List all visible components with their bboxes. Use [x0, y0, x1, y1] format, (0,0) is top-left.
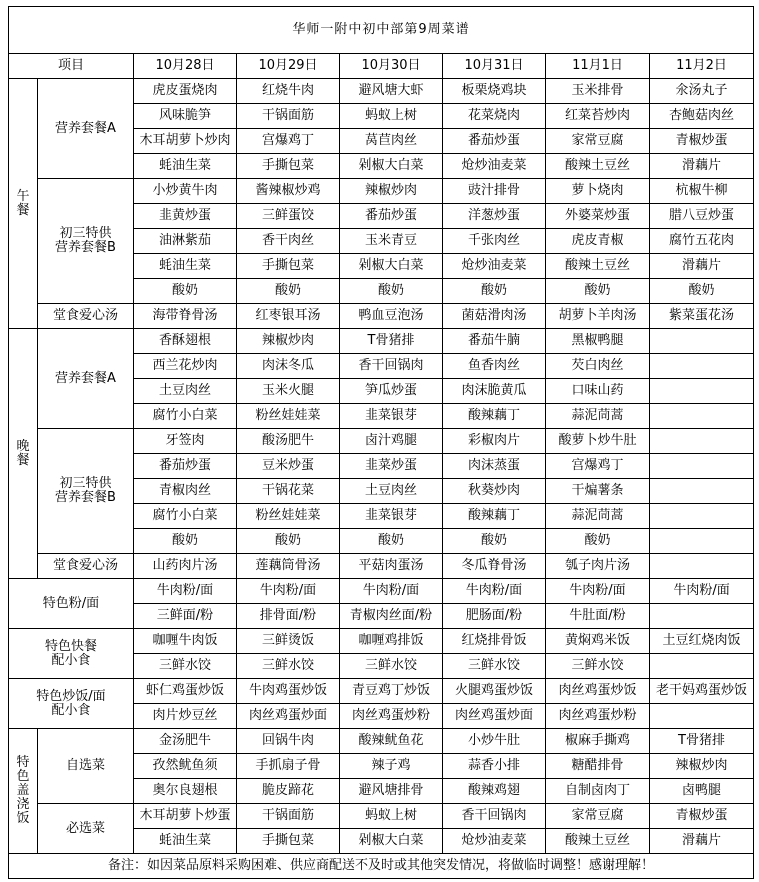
required-dishes-label: 必选菜 [38, 804, 134, 854]
date-header: 10月31日 [443, 54, 546, 79]
menu-cell: 蚝油生菜 [134, 254, 237, 279]
menu-cell: 莲藕筒骨汤 [237, 554, 340, 579]
menu-cell: 平菇肉蛋汤 [340, 554, 443, 579]
menu-cell: 胡萝卜羊肉汤 [546, 304, 650, 329]
menu-cell: 三鲜水饺 [134, 654, 237, 679]
menu-cell: 酸奶 [650, 279, 754, 304]
menu-cell: 番茄炒蛋 [443, 129, 546, 154]
lunch-group-a-label: 营养套餐A [38, 79, 134, 179]
date-header: 10月30日 [340, 54, 443, 79]
menu-cell: 滑藕片 [650, 254, 754, 279]
menu-cell: 干锅面筋 [237, 804, 340, 829]
menu-cell: 肉沫蒸蛋 [443, 454, 546, 479]
menu-cell: 番茄牛腩 [443, 329, 546, 354]
menu-cell: 蚝油生菜 [134, 829, 237, 854]
menu-table [8, 6, 754, 879]
menu-cell: 三鲜水饺 [443, 654, 546, 679]
menu-cell: 土豆肉丝 [340, 479, 443, 504]
menu-cell: 牛肉粉/面 [443, 579, 546, 604]
menu-cell [650, 479, 754, 504]
menu-cell: T骨猪排 [340, 329, 443, 354]
fastfood-label-line1: 特色快餐 [44, 638, 97, 654]
menu-cell: 辣椒炒肉 [650, 754, 754, 779]
menu-cell: 酸辣土豆丝 [546, 154, 650, 179]
menu-cell: 莴苣肉丝 [340, 129, 443, 154]
dinner-group-b-label-line2: 营养套餐B [55, 490, 116, 505]
menu-cell: 虎皮蛋烧肉 [134, 79, 237, 104]
menu-cell: 虎皮青椒 [546, 229, 650, 254]
menu-cell: 花菜烧肉 [443, 104, 546, 129]
fastfood-label [9, 629, 134, 679]
menu-cell: 氽汤丸子 [650, 79, 754, 104]
menu-cell: 番茄炒蛋 [134, 454, 237, 479]
menu-cell: 手撕包菜 [237, 154, 340, 179]
menu-cell: 西兰花炒肉 [134, 354, 237, 379]
dinner-group-a-label: 营养套餐A [38, 329, 134, 429]
date-header: 11月2日 [650, 54, 754, 79]
friedrice-label-line1: 特色炒饭/面 [36, 688, 106, 704]
menu-cell: 三鲜烫饭 [237, 629, 340, 654]
menu-cell: 肉丝鸡蛋炒粉 [340, 704, 443, 729]
menu-cell: 腊八豆炒蛋 [650, 204, 754, 229]
menu-cell: 干煸薯条 [546, 479, 650, 504]
menu-cell: 干锅面筋 [237, 104, 340, 129]
menu-cell: 手撕包菜 [237, 829, 340, 854]
menu-cell: 萝卜烧肉 [546, 179, 650, 204]
menu-cell: 口味山药 [546, 379, 650, 404]
menu-cell: 酸辣土豆丝 [546, 254, 650, 279]
menu-cell: 番茄炒蛋 [340, 204, 443, 229]
date-header: 11月1日 [546, 54, 650, 79]
menu-cell: 肉沫脆黄瓜 [443, 379, 546, 404]
menu-cell: 千张肉丝 [443, 229, 546, 254]
menu-cell: 鱼香肉丝 [443, 354, 546, 379]
menu-cell [650, 454, 754, 479]
menu-cell: 豆米炒蛋 [237, 454, 340, 479]
menu-cell: 牛肉粉/面 [546, 579, 650, 604]
menu-cell: 外婆菜炒蛋 [546, 204, 650, 229]
menu-cell: 酸萝卜炒牛肚 [546, 429, 650, 454]
menu-cell: 卤鸭腿 [650, 779, 754, 804]
menu-cell: 香酥翅根 [134, 329, 237, 354]
menu-cell [650, 404, 754, 429]
menu-cell: 剁椒大白菜 [340, 254, 443, 279]
lunch-label-text: 午 餐 [16, 188, 30, 218]
menu-cell: 板栗烧鸡块 [443, 79, 546, 104]
friedrice-label-line2: 配小食 [51, 702, 91, 718]
menu-cell: 酸辣鸡翅 [443, 779, 546, 804]
menu-cell: 家常豆腐 [546, 804, 650, 829]
menu-cell: 糖醋排骨 [546, 754, 650, 779]
page-title: 华师一附中初中部第9周菜谱 [9, 7, 754, 54]
menu-cell [650, 704, 754, 729]
menu-cell: 山药肉片汤 [134, 554, 237, 579]
menu-cell: 小炒牛肚 [443, 729, 546, 754]
menu-cell: 排骨面/粉 [237, 604, 340, 629]
menu-cell: 粉丝娃娃菜 [237, 404, 340, 429]
date-header: 10月29日 [237, 54, 340, 79]
menu-cell: 辣椒炒肉 [340, 179, 443, 204]
menu-cell: 玉米青豆 [340, 229, 443, 254]
menu-cell: 蒜泥茼蒿 [546, 504, 650, 529]
menu-cell: 卤汁鸡腿 [340, 429, 443, 454]
covered-rice-label [9, 729, 38, 854]
menu-cell: 酸辣土豆丝 [546, 829, 650, 854]
menu-cell: 肉片炒豆丝 [134, 704, 237, 729]
menu-cell: 洋葱炒蛋 [443, 204, 546, 229]
menu-cell: 油淋紫茄 [134, 229, 237, 254]
menu-cell: 青椒肉丝面/粉 [340, 604, 443, 629]
menu-cell: 回锅牛肉 [237, 729, 340, 754]
item-header: 项目 [9, 54, 134, 79]
menu-cell: 三鲜蛋饺 [237, 204, 340, 229]
menu-cell: 避风塘排骨 [340, 779, 443, 804]
dinner-group-b-label-line1: 初三特供 [59, 476, 112, 491]
menu-cell: 红枣银耳汤 [237, 304, 340, 329]
menu-cell: 黄焖鸡米饭 [546, 629, 650, 654]
menu-cell: 杏鲍菇肉丝 [650, 104, 754, 129]
menu-cell [650, 354, 754, 379]
menu-cell: 蚂蚁上树 [340, 804, 443, 829]
menu-cell: 酸辣鱿鱼花 [340, 729, 443, 754]
menu-cell: 香干回锅肉 [443, 804, 546, 829]
lunch-soup-label: 堂食爱心汤 [38, 304, 134, 329]
menu-cell: 蒜泥茼蒿 [546, 404, 650, 429]
menu-cell: 青豆鸡丁炒饭 [340, 679, 443, 704]
menu-cell: 自制卤肉丁 [546, 779, 650, 804]
menu-cell: 红烧排骨饭 [443, 629, 546, 654]
menu-cell: 韭菜银芽 [340, 404, 443, 429]
menu-cell: 木耳胡萝卜炒肉 [134, 129, 237, 154]
menu-cell: 三鲜水饺 [546, 654, 650, 679]
menu-cell: 炝炒油麦菜 [443, 154, 546, 179]
menu-cell: 豉汁排骨 [443, 179, 546, 204]
menu-cell: 酸辣藕丁 [443, 404, 546, 429]
menu-cell: 手撕包菜 [237, 254, 340, 279]
menu-cell: 木耳胡萝卜炒蛋 [134, 804, 237, 829]
menu-cell [650, 654, 754, 679]
menu-cell: 剁椒大白菜 [340, 154, 443, 179]
menu-cell: 肥肠面/粉 [443, 604, 546, 629]
menu-cell: 腐竹小白菜 [134, 404, 237, 429]
menu-cell: 椒麻手撕鸡 [546, 729, 650, 754]
menu-cell: 牛肉粉/面 [340, 579, 443, 604]
menu-cell: 海带脊骨汤 [134, 304, 237, 329]
menu-cell: 避风塘大虾 [340, 79, 443, 104]
menu-cell: 酸奶 [134, 279, 237, 304]
menu-cell [650, 604, 754, 629]
menu-cell: 蚝油生菜 [134, 154, 237, 179]
lunch-group-b-label-line1: 初三特供 [59, 226, 112, 241]
menu-cell: 粉丝娃娃菜 [237, 504, 340, 529]
menu-cell: 剁椒大白菜 [340, 829, 443, 854]
menu-cell: 青椒炒蛋 [650, 804, 754, 829]
menu-cell: 滑藕片 [650, 829, 754, 854]
menu-cell: 酸奶 [443, 529, 546, 554]
menu-cell: 酱辣椒炒鸡 [237, 179, 340, 204]
menu-cell [650, 529, 754, 554]
menu-cell: 肉沫冬瓜 [237, 354, 340, 379]
menu-cell: 韭黄炒蛋 [134, 204, 237, 229]
menu-cell: 土豆肉丝 [134, 379, 237, 404]
menu-cell: 火腿鸡蛋炒饭 [443, 679, 546, 704]
note-text: 备注：如因菜品原料采购困难、供应商配送不及时或其他突发情况，将做临时调整！感谢理解！ [9, 854, 754, 879]
menu-cell: 三鲜面/粉 [134, 604, 237, 629]
friedrice-label [9, 679, 134, 729]
menu-cell: 滑藕片 [650, 154, 754, 179]
menu-cell: 牛肚面/粉 [546, 604, 650, 629]
menu-cell: 干锅花菜 [237, 479, 340, 504]
menu-cell: 鸭血豆泡汤 [340, 304, 443, 329]
menu-cell: 韭菜炒蛋 [340, 454, 443, 479]
menu-cell: 紫菜蛋花汤 [650, 304, 754, 329]
menu-cell: 秋葵炒肉 [443, 479, 546, 504]
dinner-group-b-label [38, 429, 134, 554]
menu-cell: 小炒黄牛肉 [134, 179, 237, 204]
menu-cell: 宫爆鸡丁 [546, 454, 650, 479]
menu-cell: 风味脆笋 [134, 104, 237, 129]
menu-cell: 笋瓜炒蛋 [340, 379, 443, 404]
menu-cell: 红菜苔炒肉 [546, 104, 650, 129]
menu-cell: 瓠子肉片汤 [546, 554, 650, 579]
menu-cell: 三鲜水饺 [237, 654, 340, 679]
menu-cell: 香干回锅肉 [340, 354, 443, 379]
menu-cell [650, 554, 754, 579]
lunch-group-b-label [38, 179, 134, 304]
noodles-label: 特色粉/面 [9, 579, 134, 629]
menu-cell: 炝炒油麦菜 [443, 254, 546, 279]
menu-cell: 牛肉粉/面 [650, 579, 754, 604]
menu-cell: 肉丝鸡蛋炒粉 [546, 704, 650, 729]
menu-cell: 牛肉鸡蛋炒饭 [237, 679, 340, 704]
dinner-label [9, 329, 38, 579]
menu-cell: 金汤肥牛 [134, 729, 237, 754]
menu-cell: 青椒肉丝 [134, 479, 237, 504]
fastfood-label-line2: 配小食 [51, 652, 91, 668]
menu-cell: 黑椒鸭腿 [546, 329, 650, 354]
lunch-group-b-label-line2: 营养套餐B [55, 240, 116, 255]
menu-cell: 手抓扇子骨 [237, 754, 340, 779]
menu-cell: 咖喱鸡排饭 [340, 629, 443, 654]
menu-cell: 酸奶 [340, 279, 443, 304]
menu-cell [650, 379, 754, 404]
menu-cell: 肉丝鸡蛋炒面 [443, 704, 546, 729]
menu-cell: 酸奶 [237, 529, 340, 554]
lunch-label [9, 79, 38, 329]
menu-cell: 香干肉丝 [237, 229, 340, 254]
menu-cell: 蒜香小排 [443, 754, 546, 779]
menu-cell: 宫爆鸡丁 [237, 129, 340, 154]
dinner-soup-label: 堂食爱心汤 [38, 554, 134, 579]
menu-cell: 酸奶 [237, 279, 340, 304]
menu-cell: 菌菇滑肉汤 [443, 304, 546, 329]
menu-cell: 冬瓜脊骨汤 [443, 554, 546, 579]
optional-dishes-label: 自选菜 [38, 729, 134, 804]
menu-cell: 老干妈鸡蛋炒饭 [650, 679, 754, 704]
menu-cell: 酸奶 [546, 529, 650, 554]
menu-cell: 酸奶 [134, 529, 237, 554]
menu-cell: 酸辣藕丁 [443, 504, 546, 529]
menu-cell: 三鲜水饺 [340, 654, 443, 679]
menu-cell: 牛肉粉/面 [237, 579, 340, 604]
menu-cell: 咖喱牛肉饭 [134, 629, 237, 654]
menu-cell: 脆皮蹄花 [237, 779, 340, 804]
menu-cell: 牙签肉 [134, 429, 237, 454]
menu-cell: T骨猪排 [650, 729, 754, 754]
menu-cell: 炝炒油麦菜 [443, 829, 546, 854]
menu-cell: 蚂蚁上树 [340, 104, 443, 129]
menu-cell: 肉丝鸡蛋炒面 [237, 704, 340, 729]
covered-rice-label-text: 特 色 盖 浇 饭 [16, 755, 30, 826]
date-header: 10月28日 [134, 54, 237, 79]
menu-cell: 腐竹五花肉 [650, 229, 754, 254]
menu-cell: 彩椒肉片 [443, 429, 546, 454]
menu-cell: 玉米火腿 [237, 379, 340, 404]
menu-cell: 辣子鸡 [340, 754, 443, 779]
menu-cell: 家常豆腐 [546, 129, 650, 154]
menu-cell: 酸汤肥牛 [237, 429, 340, 454]
menu-cell: 肉丝鸡蛋炒饭 [546, 679, 650, 704]
menu-cell [650, 429, 754, 454]
menu-cell: 玉米排骨 [546, 79, 650, 104]
menu-cell: 孜然鱿鱼须 [134, 754, 237, 779]
menu-cell: 土豆红烧肉饭 [650, 629, 754, 654]
menu-cell [650, 504, 754, 529]
menu-cell: 虾仁鸡蛋炒饭 [134, 679, 237, 704]
menu-cell: 腐竹小白菜 [134, 504, 237, 529]
dinner-label-text: 晚 餐 [16, 438, 30, 468]
menu-cell: 牛肉粉/面 [134, 579, 237, 604]
menu-cell: 韭菜银芽 [340, 504, 443, 529]
menu-cell [650, 329, 754, 354]
menu-cell: 红烧牛肉 [237, 79, 340, 104]
menu-cell: 酸奶 [340, 529, 443, 554]
menu-cell: 辣椒炒肉 [237, 329, 340, 354]
menu-cell: 奥尔良翅根 [134, 779, 237, 804]
menu-cell: 芡白肉丝 [546, 354, 650, 379]
menu-cell: 青椒炒蛋 [650, 129, 754, 154]
menu-cell: 酸奶 [443, 279, 546, 304]
menu-cell: 酸奶 [546, 279, 650, 304]
menu-cell: 杭椒牛柳 [650, 179, 754, 204]
